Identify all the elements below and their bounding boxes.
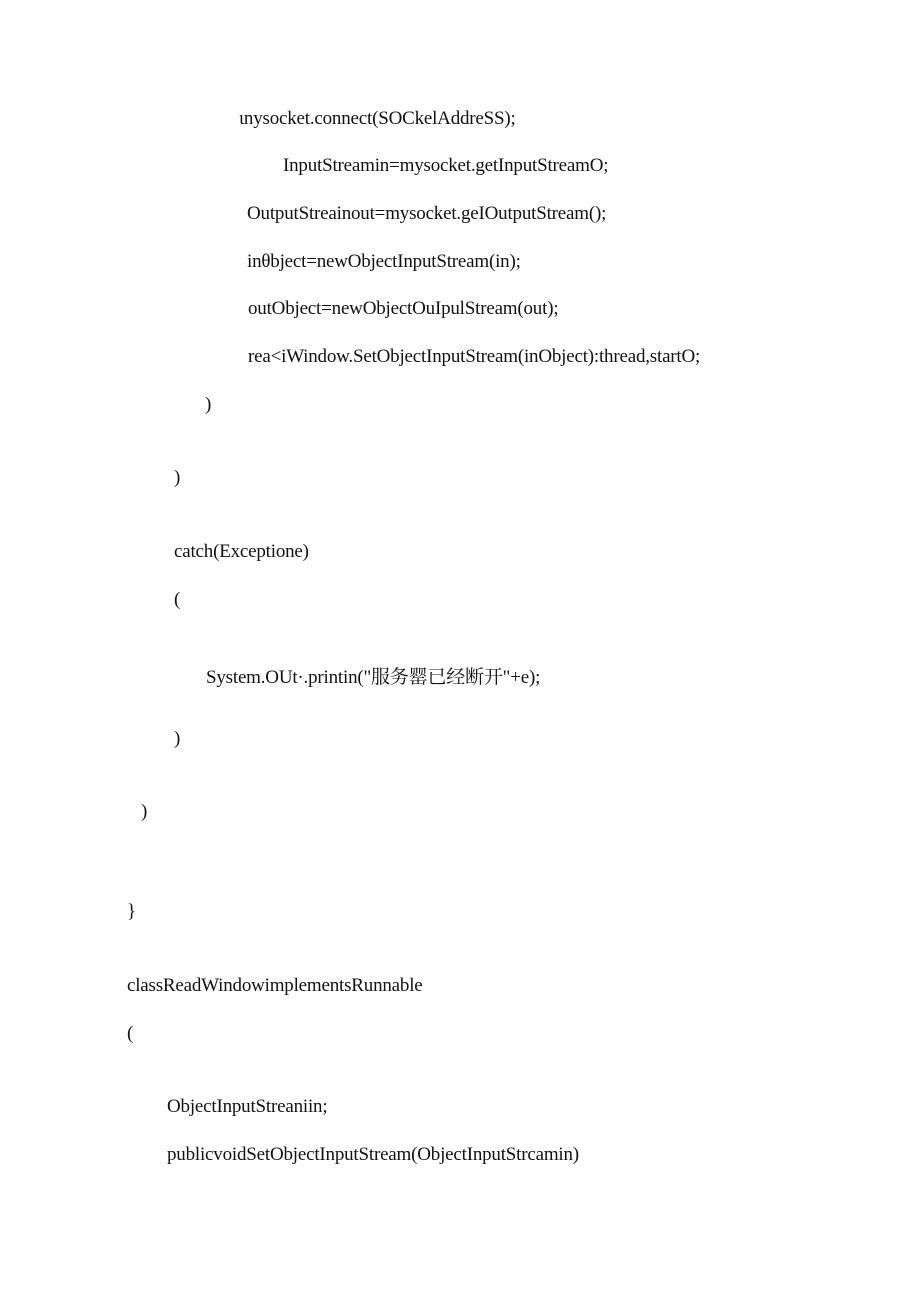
code-line-output-stream: OutputStreainout=mysocket.geIOutputStream(); [247,203,607,224]
code-line-read-window-set: rea<iWindow.SetObjectInputStream(inObject):thread,startO; [248,346,701,367]
code-line-close-brace-1: ) [205,394,212,415]
code-line-close-brace-3: ) [174,728,181,749]
code-line-socket-connect: ιnysocket.connect(SOCkelAddreSS); [239,108,516,129]
code-line-println: System.OUt·.printin("服务罂已经断开"+e); [206,667,541,688]
code-line-input-stream: InputStreamin=mysocket.getInputStreamO; [283,155,609,176]
code-line-out-object: outObject=newObjectOuIpulStream(out); [248,298,559,319]
code-line-field-declaration: ObjectInputStreaniin; [167,1096,328,1117]
code-line-in-object: inθbject=newObjectInputStream(in); [247,251,521,272]
code-line-open-brace-1: ( [174,589,181,610]
code-line-open-brace-2: ( [127,1023,134,1044]
code-line-method-declaration: publicvoidSetObjectInputStream(ObjectInputStrcamin) [167,1144,579,1165]
code-line-close-brace-2: ) [174,467,181,488]
code-line-catch: catch(Exceptione) [174,541,309,562]
code-line-class-declaration: classReadWindowimplementsRunnable [127,975,423,996]
code-line-class-close-brace: } [127,901,136,922]
code-line-close-brace-4: ) [141,801,148,822]
